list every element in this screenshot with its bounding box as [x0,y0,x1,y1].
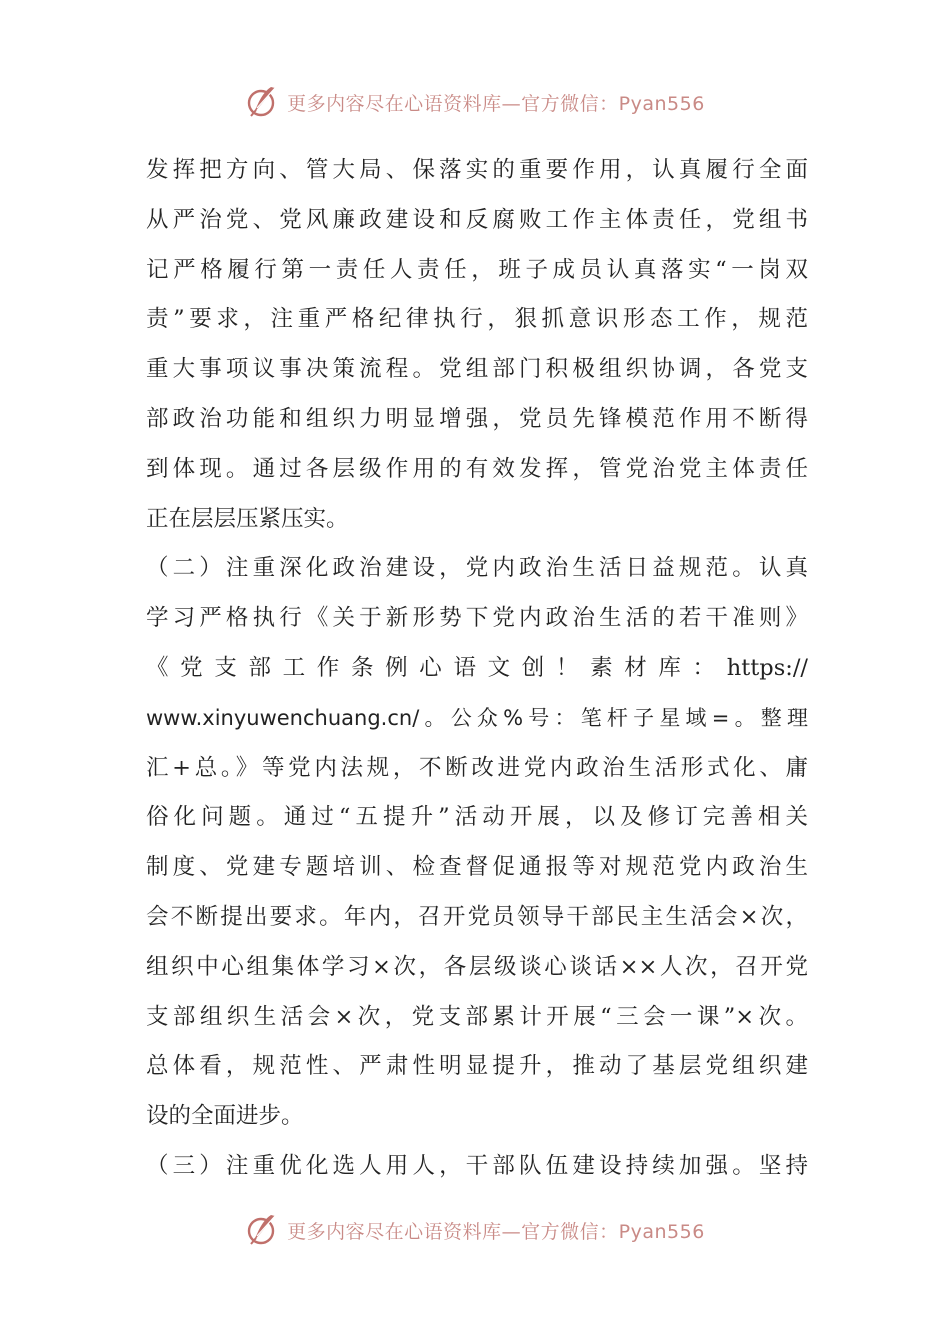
text-line: 重大事项议事决策流程。党组部门积极组织协调，各党支 [146,356,808,383]
header-banner [0,82,950,122]
footer-banner [0,1210,950,1250]
text-line: 到体现。通过各层级作用的有效发挥，管党治党主体责任 [146,455,808,482]
text-line: 从严治党、党风廉政建设和反腐败工作主体责任，党组书 [146,206,808,233]
text-line: 会不断提出要求。年内，召开党员领导干部民主生活会×次， [146,903,808,930]
banner-text: 更多内容尽在心语资料库—官方微信：Pyan556 [287,92,705,115]
text-line: 汇+总。》等党内法规，不断改进党内政治生活形式化、庸 [146,754,808,781]
text-line: 《党支部工作条例心语文创！素材库：https:// [146,654,808,681]
text-line: 支部组织生活会×次，党支部累计开展“三会一课”×次。 [146,1003,808,1030]
text-line: 学习严格执行《关于新形势下党内政治生活的若干准则》 [146,605,808,632]
feather-pen-logo-icon [245,1212,281,1248]
text-line: 总体看，规范性、严肃性明显提升，推动了基层党组织建 [146,1053,808,1080]
section-heading-line: （二）注重深化政治建设，党内政治生活日益规范。认真 [146,555,808,582]
text-line: 正在层层压紧压实。 [146,505,349,532]
text-line: 制度、党建专题培训、检查督促通报等对规范党内政治生 [146,854,808,881]
document-body [146,146,808,1192]
text-line: 责”要求，注重严格纪律执行，狠抓意识形态工作，规范 [146,306,808,333]
text-line: 组织中心组集体学习×次，各层级谈心谈话××人次，召开党 [146,953,808,980]
feather-pen-logo-icon [245,84,281,120]
text-line: 部政治功能和组织力明显增强，党员先锋模范作用不断得 [146,405,808,432]
text-line: 发挥把方向、管大局、保落实的重要作用，认真履行全面 [146,157,808,183]
banner-wechat-id: Pyan556 [618,1220,705,1243]
text-line: 俗化问题。通过“五提升”活动开展，以及修订完善相关 [146,804,808,831]
text-line: 记严格履行第一责任人责任，班子成员认真落实“一岗双 [146,256,808,283]
banner-text: 更多内容尽在心语资料库—官方微信：Pyan556 [287,1220,705,1243]
section-heading-line: （三）注重优化选人用人，干部队伍建设持续加强。坚持 [146,1152,808,1179]
text-line: www.xinyuwenchuang.cn/。公众%号：笔杆子星域=。整理 [146,705,808,730]
text-line: 设的全面进步。 [146,1103,304,1130]
banner-wechat-id: Pyan556 [618,92,705,115]
